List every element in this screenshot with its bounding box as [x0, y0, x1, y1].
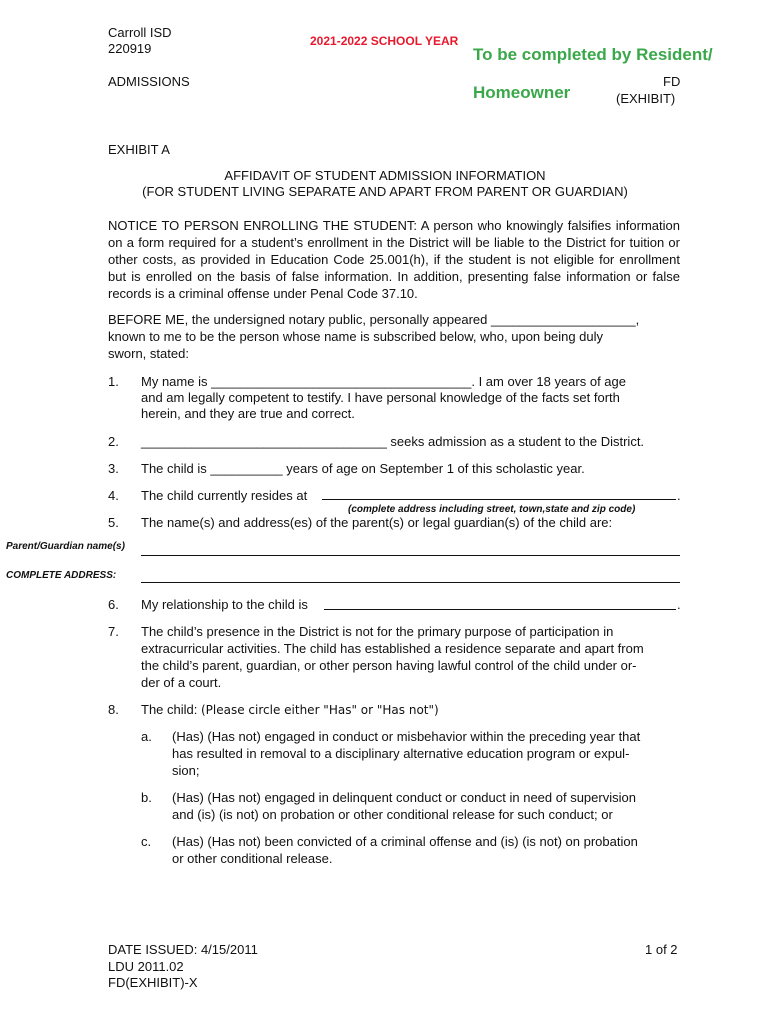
item-4-period: .	[677, 488, 681, 503]
item-8a-line-1: (Has) (Has not) engaged in conduct or misbehavior within the preceding year that	[172, 729, 641, 744]
notice-paragraph: NOTICE TO PERSON ENROLLING THE STUDENT: A person who knowingly falsifies information on a form required for a student’s enrollment in the District will be liable to the District for tuition or other costs, as provided in Education Code 25.001(h), if the student is not eligible for enrollment but is enrolled on the basis of false information. In addition, presenting false information or false records is a criminal offense under Penal Code 37.10.	[108, 218, 680, 301]
item-8a-label: a.	[141, 729, 152, 744]
before-me-line-3: sworn, stated:	[108, 346, 189, 361]
item-4-text: The child currently resides at	[141, 488, 308, 503]
title-line-2: (FOR STUDENT LIVING SEPARATE AND APART FROM PARENT OR GUARDIAN)	[142, 184, 628, 199]
item-6-period: .	[677, 597, 681, 612]
item-8-number: 8.	[108, 702, 119, 717]
item-8b-line-1: (Has) (Has not) engaged in delinquent conduct or conduct in need of supervision	[172, 790, 636, 805]
item-2-number: 2.	[108, 434, 119, 449]
item-5-number: 5.	[108, 515, 119, 530]
item-8a-line-3: sion;	[172, 763, 200, 778]
complete-address-label: COMPLETE ADDRESS:	[6, 570, 117, 581]
ldu-code: LDU 2011.02	[108, 959, 184, 974]
school-year-label: 2021-2022 SCHOOL YEAR	[310, 34, 459, 48]
item-2-text: __________________________________ seeks admission as a student to the District.	[141, 434, 645, 449]
form-code: FD	[663, 74, 681, 89]
complete-address-line[interactable]	[141, 582, 680, 583]
item-8c-line-1: (Has) (Has not) been convicted of a criminal offense and (is) (is not) on probation	[172, 834, 638, 849]
item-6-number: 6.	[108, 597, 119, 612]
item-1-line-3: herein, and they are true and correct.	[141, 406, 355, 421]
district-name: Carroll ISD	[108, 25, 172, 40]
item-7-number: 7.	[108, 624, 119, 639]
exhibit-label: EXHIBIT A	[108, 142, 170, 157]
relationship-line[interactable]	[324, 609, 676, 610]
address-hint: (complete address including street, town,state and zip code)	[348, 504, 636, 515]
date-issued: DATE ISSUED: 4/15/2011	[108, 942, 258, 957]
parent-guardian-name-line[interactable]	[141, 555, 680, 556]
item-3-number: 3.	[108, 461, 119, 476]
form-type: (EXHIBIT)	[616, 91, 676, 106]
item-7-line-1: The child’s presence in the District is not for the primary purpose of participation in	[141, 624, 614, 639]
residence-address-line[interactable]	[322, 499, 676, 500]
to-be-completed-label: To be completed by Resident/	[473, 45, 713, 64]
item-4-number: 4.	[108, 488, 119, 503]
item-1-line-2: and am legally competent to testify. I have personal knowledge of the facts set forth	[141, 390, 620, 405]
item-7-line-4: der of a court.	[141, 675, 222, 690]
item-8b-line-2: and (is) (is not) on probation or other conditional release for such conduct; or	[172, 807, 613, 822]
item-8b-label: b.	[141, 790, 152, 805]
item-5-text: The name(s) and address(es) of the parent(s) or legal guardian(s) of the child are:	[141, 515, 613, 530]
page-number: 1 of 2	[645, 942, 678, 957]
item-8c-line-2: or other conditional release.	[172, 851, 333, 866]
district-code: 220919	[108, 41, 152, 56]
item-8c-label: c.	[141, 834, 152, 849]
item-8-instruction: (Please circle either "Has" or "Has not")	[200, 703, 439, 717]
department-label: ADMISSIONS	[108, 74, 190, 89]
title-line-1: AFFIDAVIT OF STUDENT ADMISSION INFORMATION	[224, 168, 546, 183]
item-7-line-3: the child’s parent, guardian, or other person having lawful control of the child under or-	[141, 658, 637, 673]
item-8-prefix: The child:	[141, 702, 201, 717]
item-8a-line-2: has resulted in removal to a disciplinary alternative education program or expul-	[172, 746, 630, 761]
item-6-text: My relationship to the child is	[141, 597, 308, 612]
item-3-text: The child is __________ years of age on September 1 of this scholastic year.	[141, 461, 585, 476]
homeowner-label: Homeowner	[473, 83, 571, 102]
footer-form-code: FD(EXHIBIT)-X	[108, 975, 198, 990]
before-me-line-2: known to me to be the person whose name is subscribed below, who, upon being duly	[108, 329, 604, 344]
item-7-line-2: extracurricular activities. The child has established a residence separate and apart from	[141, 641, 644, 656]
item-1-line-1: My name is ____________________________________. I am over 18 years of age	[141, 374, 626, 389]
parent-guardian-label: Parent/Guardian name(s)	[6, 541, 125, 552]
item-1-number: 1.	[108, 374, 119, 389]
before-me-line-1: BEFORE ME, the undersigned notary public, personally appeared ____________________,	[108, 312, 640, 327]
item-8-text	[141, 701, 439, 719]
